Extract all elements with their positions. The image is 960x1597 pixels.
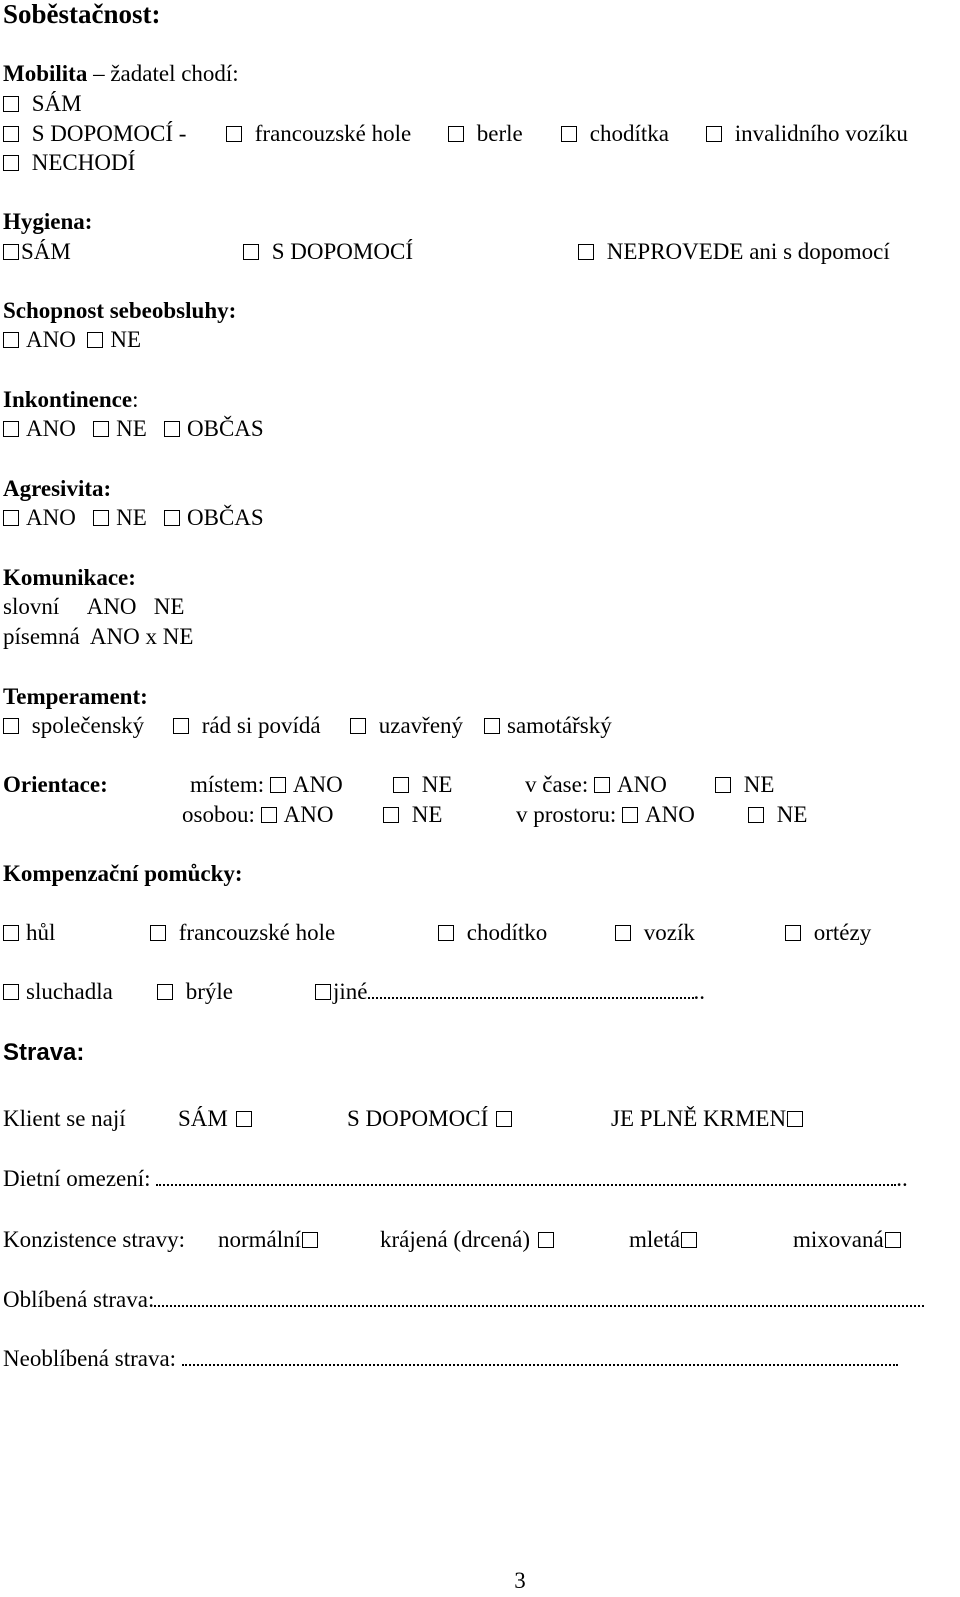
hygiene-option-assist[interactable]: S DOPOMOCÍ [243,238,413,266]
diet-restrictions: Dietní omezení: .. [3,1166,908,1191]
checkbox-hygiene-none[interactable] [578,244,594,260]
aid-walker[interactable]: chodítko [438,919,547,947]
checkbox-selfcare-no[interactable] [87,332,103,348]
checkbox-consistency-normal[interactable] [302,1232,318,1248]
incontinence-label: Inkontinence: [3,387,139,412]
selfcare-options: ANO NE [3,326,141,354]
checkbox-aggression-no[interactable] [93,510,109,526]
diet-title: Strava: [3,1039,85,1066]
checkbox-closed[interactable] [350,718,366,734]
diet-consistency-label: Konzistence stravy: [3,1227,186,1252]
aid-other[interactable]: jiné .. [315,978,705,1006]
checkbox-incontinence-no[interactable] [93,421,109,437]
checkbox-mobility-nowalk[interactable] [3,155,19,171]
checkbox-aggression-yes[interactable] [3,510,19,526]
mobility-aid-berle[interactable]: berle [448,120,523,148]
hygiene-option-none[interactable]: NEPROVEDE ani s dopomocí [578,238,890,266]
communication-label: Komunikace: [3,565,136,590]
checkbox-glasses[interactable] [157,984,173,1000]
orientation-place-no[interactable]: NE [393,771,452,799]
checkbox-incontinence-sometimes[interactable] [164,421,180,437]
orientation-time-no[interactable]: NE [715,771,774,799]
checkbox-aggression-sometimes[interactable] [164,510,180,526]
mobility-option-alone[interactable]: SÁM [3,90,82,118]
mobility-aid-wheelchair[interactable]: invalidního vozíku [706,120,908,148]
checkbox-consistency-blended[interactable] [885,1232,901,1248]
checkbox-aid-french-crutches[interactable] [150,925,166,941]
aggression-options: ANO NE OBČAS [3,504,264,532]
checkbox-hearing-aids[interactable] [3,984,19,1000]
diet-eats-alone[interactable]: SÁM [178,1105,252,1133]
checkbox-berle[interactable] [448,126,464,142]
checkbox-space-no[interactable] [748,807,764,823]
orientation-time: v čase: ANO [525,772,667,797]
consistency-blended[interactable]: mixovaná [793,1226,901,1254]
diet-favorite-fill[interactable] [154,1287,924,1307]
checkbox-social[interactable] [3,718,19,734]
checkbox-place-yes[interactable] [270,777,286,793]
checkbox-mobility-assist[interactable] [3,126,19,142]
aid-french-crutches[interactable]: francouzské hole [150,919,335,947]
checkbox-space-yes[interactable] [622,807,638,823]
page-number: 3 [514,1568,526,1593]
checkbox-time-yes[interactable] [594,777,610,793]
orientation-place: místem: ANO [190,772,343,797]
orientation-space-no[interactable]: NE [748,801,807,829]
diet-disliked-fill[interactable] [182,1346,898,1366]
communication-written: písemná ANO x NE [3,624,194,649]
checkbox-french-crutches[interactable] [226,126,242,142]
checkbox-consistency-minced[interactable] [681,1232,697,1248]
aggression-label: Agresivita: [3,476,112,501]
checkbox-place-no[interactable] [393,777,409,793]
checkbox-eats-assist[interactable] [496,1111,512,1127]
aid-cane[interactable]: hůl [3,919,55,947]
checkbox-orthoses[interactable] [785,925,801,941]
checkbox-hygiene-alone[interactable] [3,244,19,260]
checkbox-selfcare-yes[interactable] [3,332,19,348]
checkbox-person-yes[interactable] [261,807,277,823]
checkbox-eats-alone[interactable] [236,1111,252,1127]
orientation-person-no[interactable]: NE [383,801,442,829]
orientation-space: v prostoru: ANO [516,802,695,827]
diet-eats-assist[interactable]: S DOPOMOCÍ [347,1105,512,1133]
communication-verbal: slovní ANO NE [3,594,185,619]
orientation-person: osobou: ANO [182,802,334,827]
checkbox-aid-wheelchair[interactable] [615,925,631,941]
checkbox-time-no[interactable] [715,777,731,793]
temperament-option-loner[interactable]: samotářský [484,712,612,740]
incontinence-options: ANO NE OBČAS [3,415,264,443]
aid-glasses[interactable]: brýle [157,978,233,1006]
checkbox-mobility-alone[interactable] [3,96,19,112]
checkbox-loner[interactable] [484,718,500,734]
mobility-option-assist: S DOPOMOCÍ - [3,120,186,148]
checkbox-hygiene-assist[interactable] [243,244,259,260]
diet-restrictions-fill[interactable] [156,1166,896,1186]
mobility-aid-crutches[interactable]: francouzské hole [226,120,411,148]
page-title: Soběstačnost: [3,0,161,29]
temperament-option-closed[interactable]: uzavřený [350,712,463,740]
consistency-cut[interactable]: krájená (drcená) [380,1226,554,1254]
checkbox-other[interactable] [315,984,331,1000]
checkbox-walker[interactable] [561,126,577,142]
orientation-label: Orientace: [3,772,108,797]
checkbox-aid-walker[interactable] [438,925,454,941]
aid-orthoses[interactable]: ortézy [785,919,871,947]
mobility-label: Mobilita – žadatel chodí: [3,61,239,86]
diet-eats-label: Klient se nají [3,1106,126,1131]
checkbox-incontinence-yes[interactable] [3,421,19,437]
checkbox-consistency-cut[interactable] [538,1232,554,1248]
checkbox-wheelchair[interactable] [706,126,722,142]
hygiene-option-alone[interactable]: SÁM [3,238,71,266]
consistency-normal[interactable]: normální [218,1226,318,1254]
diet-favorite: Oblíbená strava: [3,1286,924,1314]
mobility-aid-walker[interactable]: chodítka [561,120,669,148]
temperament-option-social[interactable]: společenský [3,712,144,740]
aid-hearing[interactable]: sluchadla [3,978,113,1006]
consistency-minced[interactable]: mletá [629,1226,697,1254]
diet-eats-fed[interactable]: JE PLNĚ KRMEN [611,1105,803,1133]
selfcare-label: Schopnost sebeobsluhy: [3,298,237,323]
temperament-option-talkative[interactable]: rád si povídá [173,712,321,740]
checkbox-eats-fed[interactable] [787,1111,803,1127]
hygiene-label: Hygiena: [3,209,93,234]
temperament-label: Temperament: [3,684,148,709]
checkbox-cane[interactable] [3,925,19,941]
checkbox-talkative[interactable] [173,718,189,734]
diet-disliked: Neoblíbená strava: [3,1345,898,1373]
checkbox-person-no[interactable] [383,807,399,823]
aids-label: Kompenzační pomůcky: [3,861,243,886]
aid-other-fill[interactable] [368,979,694,999]
mobility-option-nowalk[interactable]: NECHODÍ [3,149,135,177]
aid-wheelchair[interactable]: vozík [615,919,695,947]
